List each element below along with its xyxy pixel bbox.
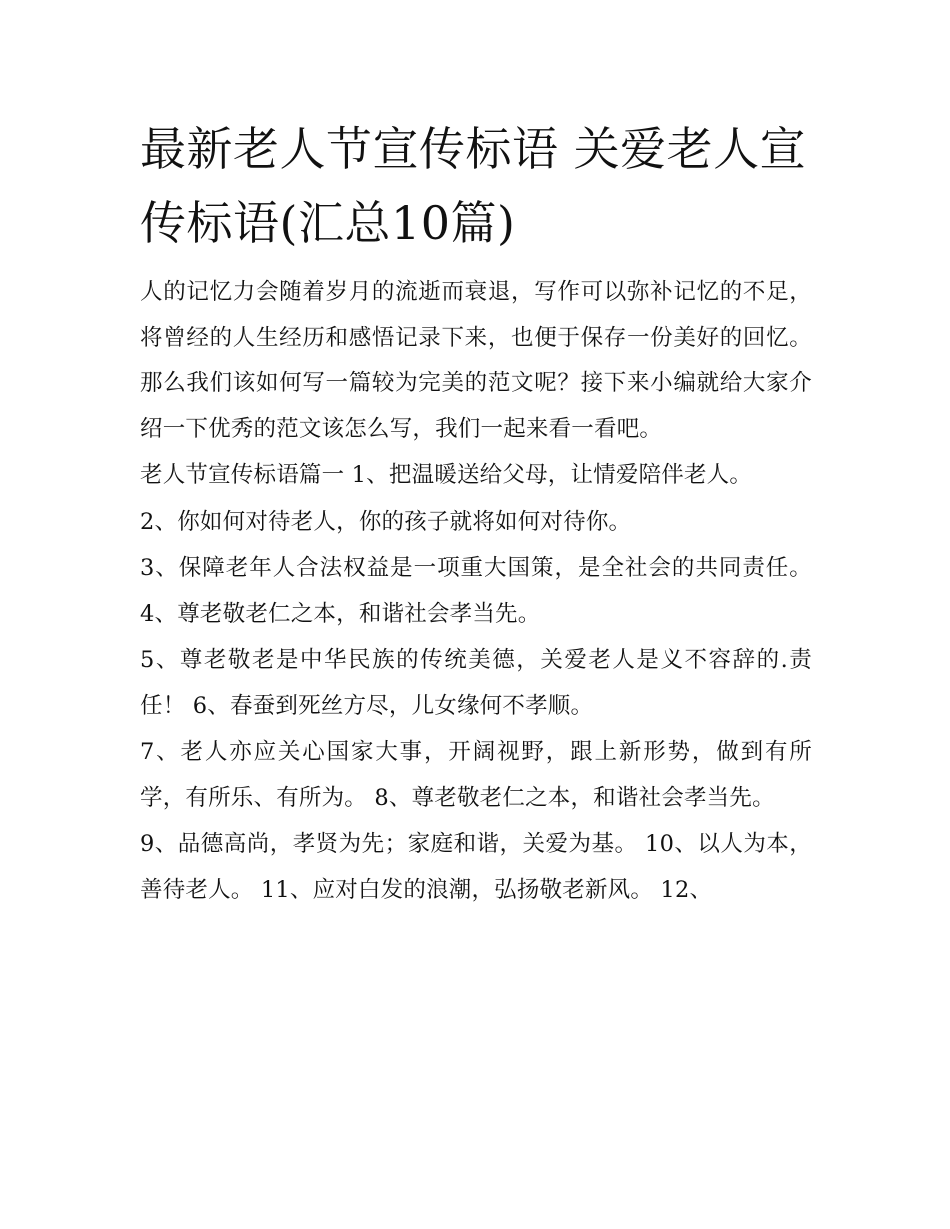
slogan-paragraph-1: 老人节宣传标语篇一 1、把温暖送给父母，让情爱陪伴老人。 xyxy=(140,462,753,488)
slogan-paragraph-3: 3、保障老年人合法权益是一项重大国策，是全社会的共同责任。 4、尊老敬老仁之本，和谐社会孝当先。 xyxy=(140,555,812,627)
intro-paragraph: 人的记忆力会随着岁月的流逝而衰退，写作可以弥补记忆的不足，将曾经的人生经历和感悟记录下来，也便于保存一份美好的回忆。那么我们该如何写一篇较为完美的范文呢？接下来小编就给大家介绍一下优秀的范文该怎么写，我们一起来看一看吧。 xyxy=(140,279,812,442)
document-page xyxy=(140,112,812,914)
slogan-paragraph-6: 9、品德高尚，孝贤为先；家庭和谐，关爱为基。 10、以人为本，善待老人。 11、应对白发的浪潮，弘扬敬老新风。 12、 xyxy=(140,831,812,903)
slogan-paragraph-4: 5、尊老敬老是中华民族的传统美德，关爱老人是义不容辞的.责任！ 6、春蚕到死丝方尽，儿女缘何不孝顺。 xyxy=(140,647,812,719)
slogan-paragraph-5: 7、老人亦应关心国家大事，开阔视野，跟上新形势，做到有所学，有所乐、有所为。 8、尊老敬老仁之本，和谐社会孝当先。 xyxy=(140,739,812,811)
document-title: 最新老人节宣传标语 关爱老人宣传标语(汇总10篇) xyxy=(140,122,807,250)
slogan-paragraph-2: 2、你如何对待老人，你的孩子就将如何对待你。 xyxy=(140,508,632,535)
